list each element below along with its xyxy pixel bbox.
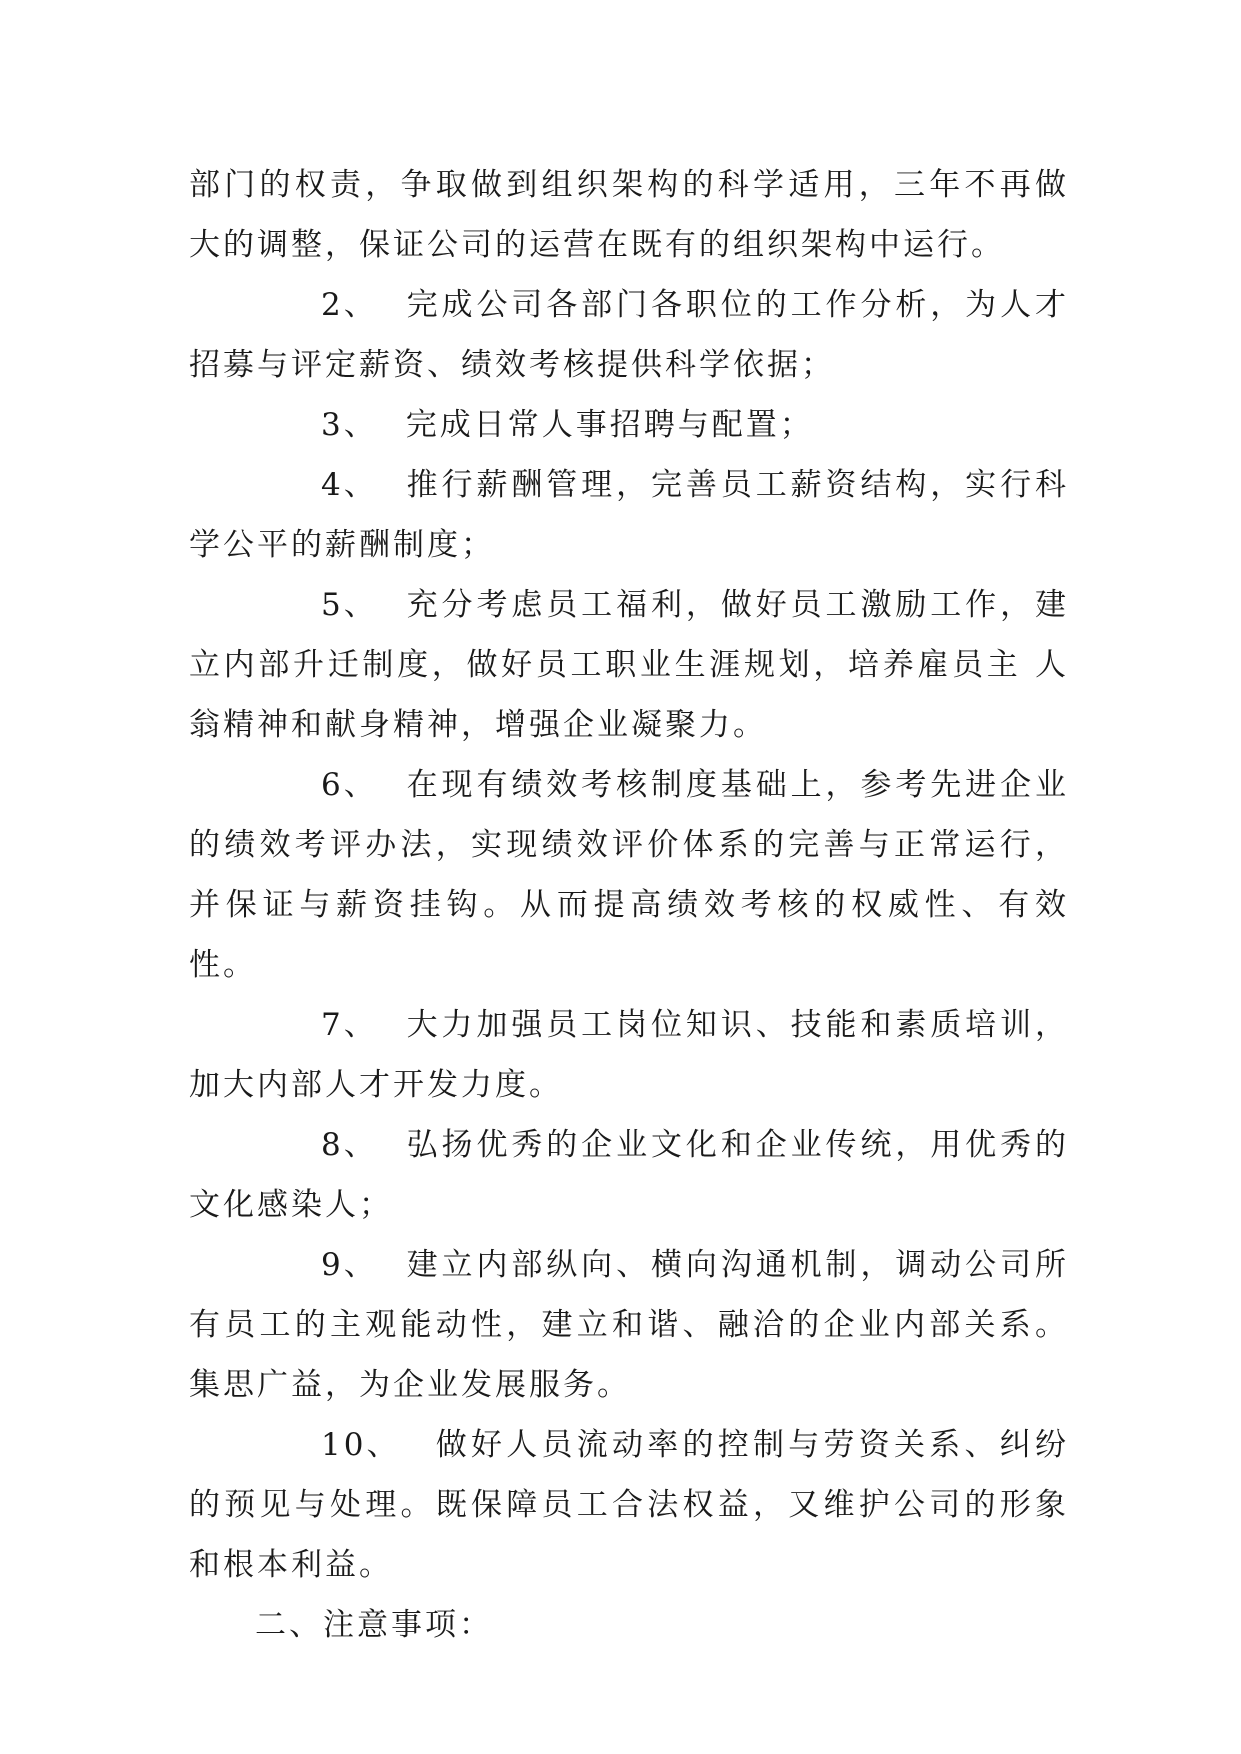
paragraph-1 [189,155,1069,275]
list-item-number: 8、 [321,1127,378,1163]
list-item-number: 3、 [321,407,378,443]
list-item-text: 充分考虑员工福利，做好员工激励工作，建立内部升迁制度，做好员工职业生涯规划，培养雇员主 人翁精神和献身精神，增强企业凝聚力。 [189,587,1069,743]
list-item-text: 在现有绩效考核制度基础上，参考先进企业的绩效考评办法，实现绩效评价体系的完善与正常运行， 并保证与薪资挂钩。从而提高绩效考核的权威性、有效性。 [189,767,1069,983]
list-item-4 [189,455,1069,575]
list-item-5 [189,575,1069,755]
list-item-10 [189,1415,1069,1595]
list-item-text: 大力加强员工岗位知识、技能和素质培训，加大内部人才开发力度。 [189,1007,1069,1103]
list-item-number: 6、 [321,767,378,803]
list-item-text: 完成日常人事招聘与配置； [405,407,814,443]
list-item-8 [189,1115,1069,1235]
list-item-6 [189,755,1069,995]
list-item-7 [189,995,1069,1115]
list-item-number: 7、 [321,1007,378,1043]
list-item-number: 4、 [321,467,378,503]
list-item-text: 推行薪酬管理，完善员工薪资结构，实行科学公平的薪酬制度； [189,467,1069,563]
list-item-text: 建立内部纵向、横向沟通机制，调动公司所有员工的主观能动性，建立和谐、融洽的企业内部关系。集思广益，为企业发展服务。 [189,1247,1069,1403]
list-item-3 [189,395,1069,455]
section-heading-text: 二、注意事项： [255,1607,493,1643]
list-item-2 [189,275,1069,395]
document-body [189,155,1069,1655]
list-item-number: 5、 [321,587,378,623]
list-item-number: 10、 [321,1427,401,1463]
list-item-text: 完成公司各部门各职位的工作分析，为人才招募与评定薪资、绩效考核提供科学依据； [189,287,1069,383]
list-item-9 [189,1235,1069,1415]
list-item-number: 2、 [321,287,378,323]
list-item-text: 弘扬优秀的企业文化和企业传统，用优秀的文化感染人； [189,1127,1069,1223]
paragraph-text: 部门的权责，争取做到组织架构的科学适用，三年不再做大的调整，保证公司的运营在既有的组织架构中运行。 [189,167,1069,263]
list-item-text: 做好人员流动率的控制与劳资关系、纠纷的预见与处理。既保障员工合法权益，又维护公司的形象和根本利益。 [189,1427,1069,1583]
section-heading [189,1595,1069,1655]
list-item-number: 9、 [321,1247,378,1283]
